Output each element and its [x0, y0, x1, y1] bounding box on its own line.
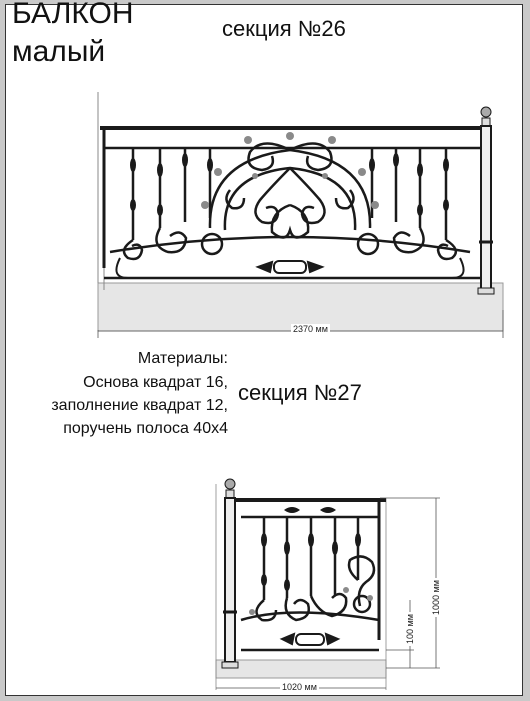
section-26-label: секция №26: [222, 16, 346, 41]
section-27-base-slab: [216, 660, 386, 678]
section-26-drawing: [98, 92, 503, 338]
materials-line: заполнение квадрат 12,: [51, 397, 228, 414]
section-27-top-leaves: [284, 507, 336, 513]
section-27-scroll: [256, 556, 374, 620]
title-line-1: БАЛКОН: [12, 0, 134, 30]
section-26-central-medallion: [210, 143, 370, 237]
section-27-offset-dim: 100 мм: [405, 614, 415, 644]
section-26-bottom-plaque: [258, 261, 322, 273]
materials-heading: Материалы:: [137, 350, 228, 367]
materials-line: Основа квадрат 16,: [83, 374, 228, 391]
section-26-pickets-left: [133, 148, 210, 240]
materials-line: поручень полоса 40х4: [63, 420, 228, 437]
section-27-height-dim: 1000 мм: [431, 580, 441, 615]
section-27-width-dim: 1020 мм: [282, 682, 317, 692]
section-26-pickets-right: [372, 148, 446, 240]
section-26-twist-marks: [130, 153, 449, 216]
section-27-bottom-plaque: [282, 634, 338, 645]
section-26-right-post: [478, 107, 494, 294]
section-26-width-dim: 2370 мм: [293, 324, 328, 334]
section-27-pickets: [264, 517, 358, 600]
section-27-drawing: [216, 479, 440, 690]
section-27-left-post: [222, 479, 238, 668]
title-line-2: малый: [12, 35, 106, 68]
section-27-label: секция №27: [238, 380, 362, 405]
